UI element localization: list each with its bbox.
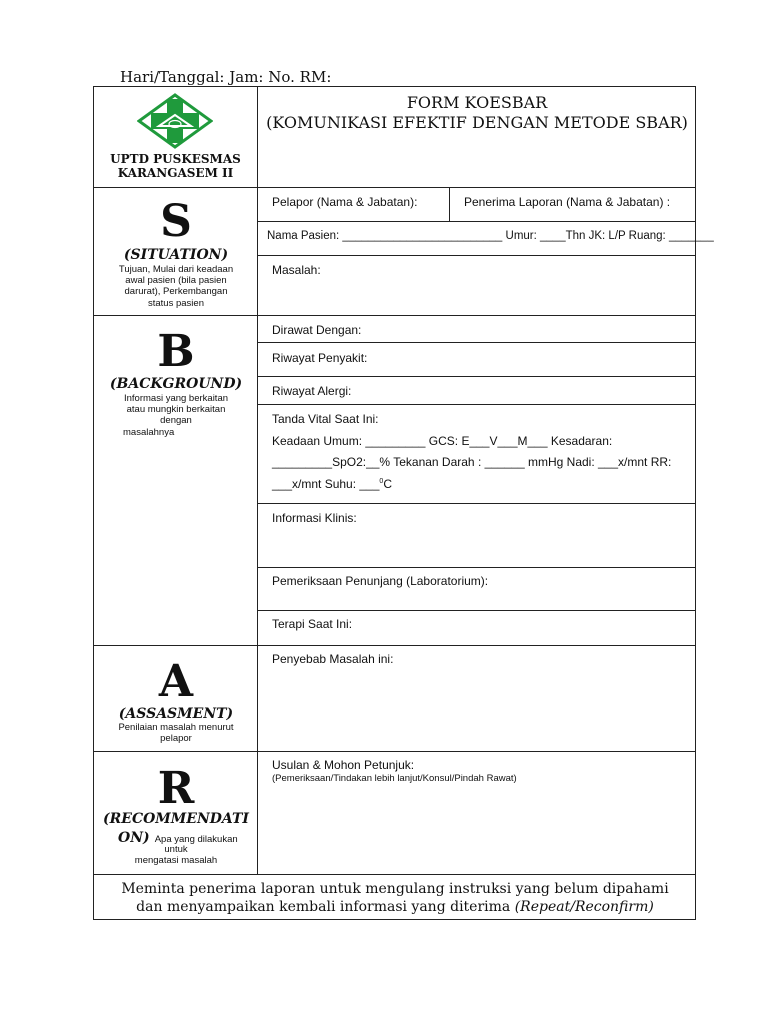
divider-nama-pasien <box>257 255 696 256</box>
pemeriksaan-penunjang-field[interactable]: Pemeriksaan Penunjang (Laboratorium): <box>272 574 489 588</box>
background-desc-3: dengan <box>160 415 192 427</box>
vital-line-1[interactable]: Keadaan Umum: _________ GCS: E___V___M___ Kesadaran: <box>272 434 613 448</box>
celsius-unit: C <box>383 477 392 491</box>
dirawat-dengan-field[interactable]: Dirawat Dengan: <box>272 323 362 337</box>
divider-background <box>93 645 696 646</box>
background-desc-4: masalahnya <box>123 426 175 438</box>
penyebab-masalah-field[interactable]: Penyebab Masalah ini: <box>272 652 394 666</box>
situation-title: (SITUATION) <box>123 247 229 263</box>
assessment-desc-2: pelapor <box>160 733 192 745</box>
assessment-letter: A <box>158 656 194 707</box>
situation-description <box>111 264 241 309</box>
divider-recommendation <box>93 874 696 875</box>
recommendation-letter: R <box>157 763 195 814</box>
divider-pelapor <box>257 221 696 222</box>
footer-line-2-text: dan menyampaikan kembali informasi yang diterima <box>136 899 511 916</box>
divider-pemeriksaan <box>257 610 696 611</box>
divider-situation <box>93 315 696 316</box>
pelapor-field[interactable]: Pelapor (Nama & Jabatan): <box>272 195 418 209</box>
recommendation-title: (RECOMMENDATI <box>103 811 249 827</box>
informasi-klinis-field[interactable]: Informasi Klinis: <box>272 511 357 525</box>
nama-pasien-field[interactable]: Nama Pasien: _________________________ Umur: ____Thn JK: L/P Ruang: _______ <box>267 230 714 242</box>
background-description <box>111 393 241 438</box>
situation-desc-3: darurat), Perkembangan <box>124 286 228 298</box>
tanda-vital-label: Tanda Vital Saat Ini: <box>272 412 379 426</box>
divider-informasi-klinis <box>257 567 696 568</box>
background-desc-2: atau mungkin berkaitan <box>126 404 226 416</box>
degree-sup: 0 <box>379 478 384 485</box>
riwayat-alergi-field[interactable]: Riwayat Alergi: <box>272 384 352 398</box>
divider-riwayat-alergi <box>257 404 696 405</box>
form-title: FORM KOESBAR <box>406 93 548 112</box>
assessment-desc-1: Penilaian masalah menurut <box>118 722 234 733</box>
footer-line-2 <box>94 898 696 916</box>
recommendation-desc-3: mengatasi masalah <box>134 855 218 867</box>
usulan-field[interactable]: Usulan & Mohon Petunjuk: <box>272 758 415 772</box>
background-title: (BACKGROUND) <box>109 376 243 392</box>
header-info-line: Hari/Tanggal: Jam: No. RM: <box>120 68 332 86</box>
assessment-title: (ASSASMENT) <box>118 706 234 722</box>
riwayat-penyakit-field[interactable]: Riwayat Penyakit: <box>272 351 368 365</box>
divider-riwayat-penyakit <box>257 376 696 377</box>
situation-letter: S <box>160 196 192 247</box>
footer-line-1: Meminta penerima laporan untuk mengulang instruksi yang belum dipahami <box>121 881 669 897</box>
form-subtitle: (KOMUNIKASI EFEKTIF DENGAN METODE SBAR) <box>266 113 688 132</box>
vital-suhu-text: ___x/mnt Suhu: ___ <box>272 477 380 491</box>
divider-tanda-vital <box>257 503 696 504</box>
footer-instruction <box>94 880 696 916</box>
divider-pelapor-penerima <box>449 187 450 221</box>
situation-desc-4: status pasien <box>148 297 204 309</box>
usulan-subtitle: (Pemeriksaan/Tindakan lebih lanjut/Konsul/Pindah Rawat) <box>272 773 517 784</box>
recommendation-description <box>111 844 241 866</box>
masalah-field[interactable]: Masalah: <box>272 263 321 277</box>
org-name-line1: UPTD PUSKESMAS <box>110 152 241 166</box>
situation-desc-2: awal pasien (bila pasien <box>125 275 227 287</box>
vital-line-2[interactable]: _________SpO2:__% Tekanan Darah : ______ mmHg Nadi: ___x/mnt RR: <box>272 455 672 469</box>
footer-repeat-reconfirm: (Repeat/Reconfirm) <box>514 899 654 916</box>
situation-desc-1: Tujuan, Mulai dari keadaan <box>118 264 234 275</box>
terapi-field[interactable]: Terapi Saat Ini: <box>272 617 353 631</box>
divider-header <box>93 187 696 188</box>
puskesmas-logo <box>137 93 213 149</box>
penerima-field[interactable]: Penerima Laporan (Nama & Jabatan) : <box>464 195 671 209</box>
divider-assessment <box>93 751 696 752</box>
org-name-line2: KARANGASEM II <box>117 166 234 180</box>
vital-line-3[interactable] <box>272 477 392 491</box>
background-letter: B <box>157 326 195 377</box>
recommendation-desc-2: untuk <box>164 844 188 855</box>
recommendation-title-2: ON) <box>118 830 150 846</box>
divider-dirawat <box>257 342 696 343</box>
recommendation-desc-1: Apa yang dilakukan <box>154 834 238 845</box>
background-desc-1: Informasi yang berkaitan <box>123 393 229 404</box>
assessment-description <box>111 722 241 744</box>
